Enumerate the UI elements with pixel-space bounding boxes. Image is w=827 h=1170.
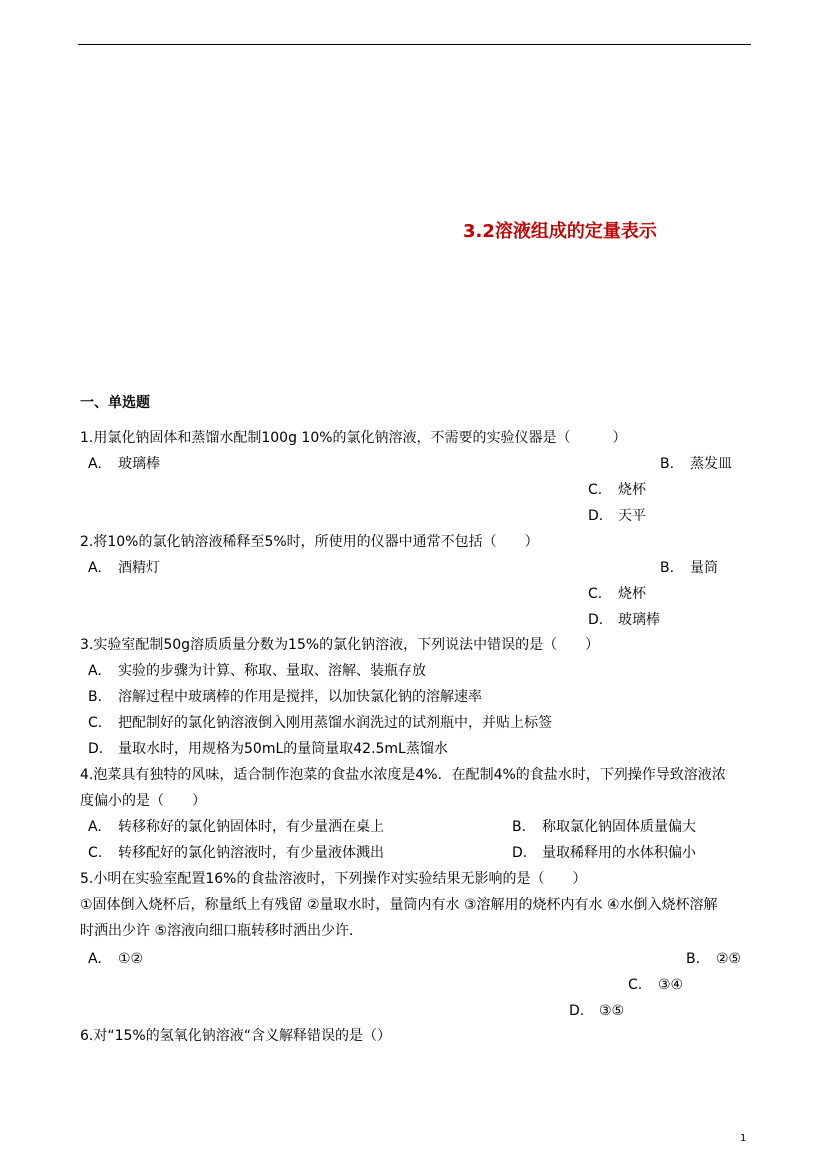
option-letter: B. [512, 819, 527, 835]
option-letter: A. [88, 951, 102, 967]
question-5-option-a [88, 950, 143, 968]
option-text: ①② [118, 951, 144, 967]
question-4-option-c [88, 844, 384, 862]
question-3-option-d [88, 740, 448, 758]
question-1-option-b [660, 455, 732, 473]
option-letter: D. [512, 845, 528, 861]
option-text: 量取稀释用的水体积偏小 [542, 845, 696, 861]
option-text: 蒸发皿 [690, 456, 732, 472]
option-text: 转移称好的氯化钠固体时，有少量洒在桌上 [118, 819, 384, 835]
question-5-stem-line-1: 5.小明在实验室配置16%的食盐溶液时，下列操作对实验结果无影响的是（ ） [80, 871, 587, 887]
option-text: 把配制好的氯化钠溶液倒入刚用蒸馏水润洗过的试剂瓶中，并贴上标签 [118, 715, 552, 731]
option-letter: B. [88, 689, 103, 705]
option-letter: B. [686, 951, 701, 967]
question-1-option-c [588, 481, 646, 499]
question-4-option-b [512, 818, 696, 836]
question-3-option-c [88, 714, 552, 732]
section-heading: 一、单选题 [80, 395, 150, 411]
question-4-stem-line-1: 4.泡菜具有独特的风味，适合制作泡菜的食盐水浓度是4%．在配制4%的食盐水时，下列操作导致溶液浓 [80, 767, 726, 783]
option-text: 量筒 [690, 560, 718, 576]
question-1-stem: 1.用氯化钠固体和蒸馏水配制100g 10%的氯化钠溶液，不需要的实验仪器是（ ） [80, 430, 627, 446]
question-1-option-a [88, 455, 160, 473]
question-2-stem: 2.将10%的氯化钠溶液稀释至5%时，所使用的仪器中通常不包括（ ） [80, 534, 539, 550]
question-3-option-a [88, 662, 426, 680]
question-5-stem-line-2: ①固体倒入烧杯后，称量纸上有残留 ②量取水时，量筒内有水 ③溶解用的烧杯内有水 ④水倒入烧杯溶解 [80, 897, 718, 913]
option-letter: B. [660, 560, 675, 576]
question-5-option-b [686, 950, 741, 968]
question-2-option-b [660, 559, 718, 577]
option-text: 玻璃棒 [118, 456, 160, 472]
option-text: 玻璃棒 [618, 612, 660, 628]
header-rule [78, 44, 751, 45]
option-text: 实验的步骤为计算、称取、量取、溶解、装瓶存放 [118, 663, 426, 679]
question-5-option-d [569, 1002, 624, 1020]
option-text: ③⑤ [599, 1003, 625, 1019]
option-letter: A. [88, 456, 102, 472]
option-letter: A. [88, 663, 102, 679]
option-letter: C. [588, 586, 603, 602]
question-2-option-d [588, 611, 660, 629]
option-letter: C. [88, 845, 103, 861]
option-letter: C. [588, 482, 603, 498]
question-2-option-a [88, 559, 160, 577]
option-letter: A. [88, 560, 102, 576]
question-4-stem-line-2: 度偏小的是（ ） [80, 793, 206, 809]
option-letter: A. [88, 819, 102, 835]
option-text: 转移配好的氯化钠溶液时，有少量液体溅出 [118, 845, 384, 861]
page-title: 3.2溶液组成的定量表示 [463, 221, 657, 242]
page-number: 1 [740, 1133, 747, 1144]
option-text: ②⑤ [716, 951, 742, 967]
option-text: ③④ [658, 977, 684, 993]
question-2-option-c [588, 585, 646, 603]
option-letter: D. [88, 741, 104, 757]
option-text: 天平 [618, 508, 646, 524]
option-text: 烧杯 [618, 586, 646, 602]
question-6-stem: 6.对“15%的氢氧化钠溶液“含义解释错误的是（） [80, 1028, 391, 1044]
question-1-option-d [588, 507, 646, 525]
question-5-option-c [628, 976, 683, 994]
option-letter: D. [588, 612, 604, 628]
option-text: 量取水时，用规格为50mL的量筒量取42.5mL蒸馏水 [118, 741, 448, 757]
question-4-option-d [512, 844, 696, 862]
option-letter: B. [660, 456, 675, 472]
question-5-stem-line-3: 时洒出少许 ⑤溶液向细口瓶转移时洒出少许． [80, 923, 363, 939]
option-text: 称取氯化钠固体质量偏大 [542, 819, 696, 835]
option-letter: D. [569, 1003, 585, 1019]
question-3-stem: 3.实验室配制50g溶质质量分数为15%的氯化钠溶液，下列说法中错误的是（ ） [80, 637, 600, 653]
option-text: 溶解过程中玻璃棒的作用是搅拌，以加快氯化钠的溶解速率 [118, 689, 482, 705]
option-letter: C. [88, 715, 103, 731]
option-letter: D. [588, 508, 604, 524]
option-text: 酒精灯 [118, 560, 160, 576]
question-3-option-b [88, 688, 482, 706]
option-letter: C. [628, 977, 643, 993]
question-4-option-a [88, 818, 384, 836]
option-text: 烧杯 [618, 482, 646, 498]
